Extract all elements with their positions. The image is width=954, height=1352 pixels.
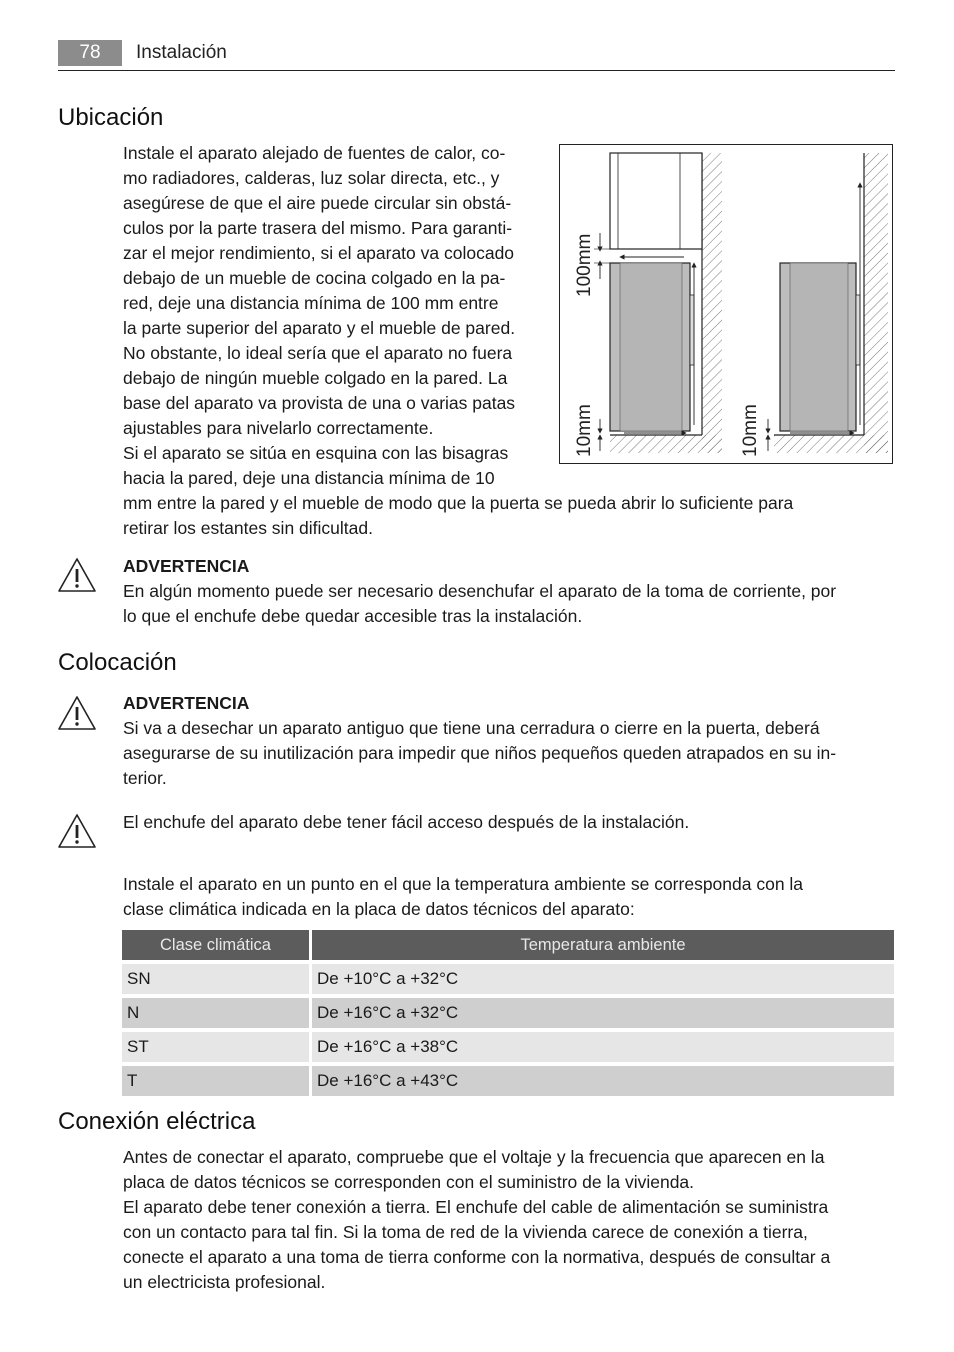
text-line: con un contacto para tal fin. Si la toma de red de la vivienda carece de conexión a tierra, — [123, 1222, 808, 1242]
temperature-cell: De +16°C a +38°C — [312, 1032, 894, 1062]
table-header-row — [122, 930, 894, 960]
text-line: asegúrese de que el aire puede circular sin obstá- — [123, 193, 512, 213]
text-line: retirar los estantes sin dificultad. — [123, 518, 373, 538]
right-wall — [864, 153, 888, 453]
right-installation — [740, 153, 888, 457]
table-row — [122, 1066, 894, 1096]
text-line: Instale el aparato alejado de fuentes de calor, co- — [123, 143, 506, 163]
text-line: red, deje una distancia mínima de 100 mm entre — [123, 293, 499, 313]
text-line: un electricista profesional. — [123, 1272, 326, 1292]
text-line: terior. — [123, 768, 167, 788]
column-header: Temperatura ambiente — [312, 930, 894, 960]
table-row — [122, 964, 894, 994]
climate-class-cell: N — [122, 998, 309, 1028]
dim-label-10mm-right: 10mm — [740, 404, 761, 457]
text-line: El aparato debe tener conexión a tierra. El enchufe del cable de alimentación se suministra — [123, 1197, 829, 1217]
text-line: Si va a desechar un aparato antiguo que tiene una cerradura o cierre en la puerta, deberá — [123, 718, 820, 738]
temperature-cell: De +16°C a +43°C — [312, 1066, 894, 1096]
right-floor — [774, 435, 888, 453]
ubicacion-heading: Ubicación — [58, 104, 164, 131]
text-line: No obstante, lo ideal sería que el aparato no fuera — [123, 343, 513, 363]
text-line: asegurarse de su inutilización para impedir que niños pequeños queden atrapados en su in- — [123, 743, 837, 763]
text-line: Instale el aparato en un punto en el que la temperatura ambiente se corresponda con la — [123, 874, 804, 894]
warning-icon — [57, 557, 97, 598]
left-installation — [574, 153, 722, 457]
text-line: Antes de conectar el aparato, compruebe que el voltaje y la frecuencia que aparecen en la — [123, 1147, 825, 1167]
text-line: clase climática indicada en la placa de datos técnicos del aparato: — [123, 899, 635, 919]
text-line: la parte superior del aparato y el mueble de pared. — [123, 318, 516, 338]
conexion-heading: Conexión eléctrica — [58, 1108, 256, 1135]
caution-text: El enchufe del aparato debe tener fácil acceso después de la instalación. — [123, 812, 690, 832]
text-line: hacia la pared, deje una distancia mínima de 10 — [123, 468, 495, 488]
dim-label-100mm: 100mm — [574, 233, 595, 297]
conexion-text — [123, 1145, 903, 1295]
installation-diagram — [559, 144, 893, 464]
wall-cabinet — [610, 153, 702, 249]
climate-intro — [123, 872, 903, 922]
text-line: debajo de un mueble de cocina colgado en la pa- — [123, 268, 506, 288]
left-floor — [610, 435, 722, 453]
section-title: Instalación — [136, 42, 227, 63]
climate-class-cell: SN — [122, 964, 309, 994]
temperature-cell: De +10°C a +32°C — [312, 964, 894, 994]
table-row — [122, 1032, 894, 1062]
warning-icon — [57, 695, 97, 736]
climate-class-table — [119, 926, 897, 1100]
warning-title: ADVERTENCIA — [123, 693, 250, 713]
colocacion-heading: Colocación — [58, 649, 177, 676]
text-line: Si el aparato se sitúa en esquina con las bisagras — [123, 443, 509, 463]
warning-title: ADVERTENCIA — [123, 556, 250, 576]
text-line: mo radiadores, calderas, luz solar directa, etc., y — [123, 168, 500, 188]
text-line: mm entre la pared y el mueble de modo que la puerta se pueda abrir lo suficiente para — [123, 493, 794, 513]
text-line: placa de datos técnicos se corresponden con el suministro de la vivienda. — [123, 1172, 695, 1192]
climate-class-cell: ST — [122, 1032, 309, 1062]
text-line: base del aparato va provista de una o varias patas — [123, 393, 516, 413]
climate-class-cell: T — [122, 1066, 309, 1096]
text-line: zar el mejor rendimiento, si el aparato va colocado — [123, 243, 515, 263]
text-line: En algún momento puede ser necesario desenchufar el aparato de la toma de corriente, por — [123, 581, 837, 601]
left-wall — [702, 153, 722, 453]
text-line: culos por la parte trasera del mismo. Para garanti- — [123, 218, 513, 238]
text-line: ajustables para nivelarlo correctamente. — [123, 418, 434, 438]
page-number: 78 — [58, 40, 122, 66]
dim-label-10mm-left: 10mm — [574, 404, 595, 457]
text-line: lo que el enchufe debe quedar accesible tras la instalación. — [123, 606, 583, 626]
temperature-cell: De +16°C a +32°C — [312, 998, 894, 1028]
colocacion-warning — [123, 691, 903, 791]
caution-icon — [57, 813, 97, 854]
ubicacion-warning — [123, 554, 903, 629]
text-line: conecte el aparato a una toma de tierra conforme con la normativa, después de consultar a — [123, 1247, 831, 1267]
text-line: debajo de ningún mueble colgado en la pared. La — [123, 368, 508, 388]
column-header: Clase climática — [122, 930, 309, 960]
header-divider — [58, 70, 895, 71]
table-row — [122, 998, 894, 1028]
